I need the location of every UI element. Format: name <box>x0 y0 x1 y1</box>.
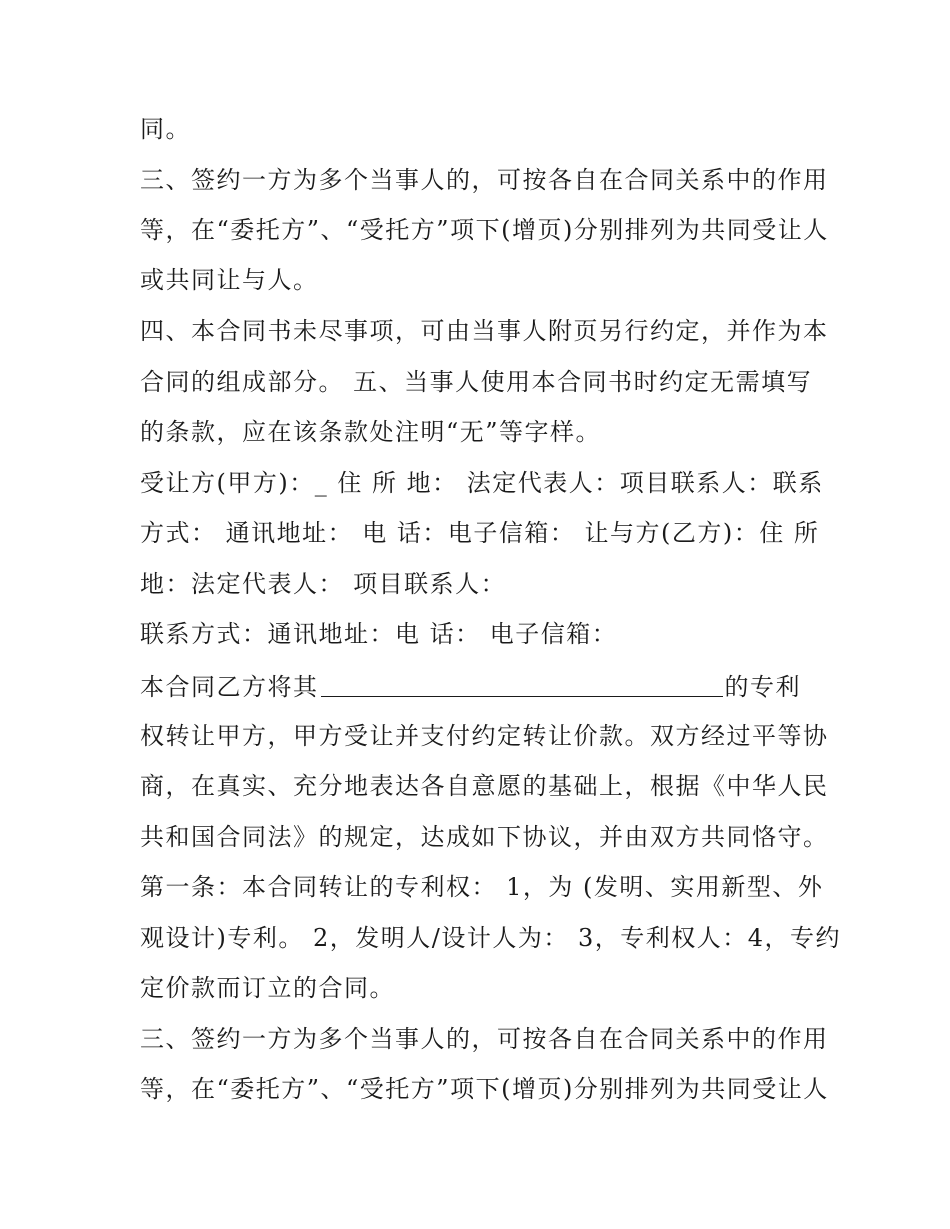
text-line: 四、本合同书未尽事项，可由当事人附页另行约定，并作为本 <box>140 317 829 345</box>
text-line: 权转让甲方，甲方受让并支付约定转让价款。双方经过平等协 <box>140 722 829 750</box>
text-line: 观设计)专利。 2，发明人/设计人为： 3，专利权人：4，专约 <box>140 924 842 952</box>
text-line: 第一条：本合同转让的专利权： 1，为 (发明、实用新型、外 <box>140 873 824 901</box>
text-line: 三、签约一方为多个当事人的，可按各自在合同关系中的作用 <box>140 166 829 194</box>
text-line: 等，在“委托方”、“受托方”项下(增页)分别排列为共同受让人 <box>140 216 829 244</box>
text-line: 合同的组成部分。 五、当事人使用本合同书时约定无需填写 <box>140 368 813 396</box>
text-line: 同。 <box>140 115 191 143</box>
text-line: 三、签约一方为多个当事人的，可按各自在合同关系中的作用 <box>140 1025 829 1053</box>
text-line: 地：法定代表人： 项目联系人： <box>140 570 507 598</box>
text-line: 的条款，应在该条款处注明“无”等字样。 <box>140 418 602 446</box>
text-line: 共和国合同法》的规定，达成如下协议，并由双方共同恪守。 <box>140 823 829 851</box>
fill-in-blank <box>321 672 723 697</box>
text-line: 等，在“委托方”、“受托方”项下(增页)分别排列为共同受让人 <box>140 1075 829 1103</box>
blank-line-prefix: 本合同乙方将其 <box>140 673 319 701</box>
text-line: 方式： 通讯地址： 电 话：电子信箱： 让与方(乙方)：住 所 <box>140 519 820 547</box>
text-line: 受让方(甲方)：_ 住 所 地： 法定代表人：项目联系人：联系 <box>140 469 824 497</box>
blank-line-suffix: 的专利 <box>724 673 801 701</box>
text-line: 联系方式：通讯地址：电 话： 电子信箱： <box>140 620 618 648</box>
blank-fill-line <box>140 671 801 703</box>
text-line: 商，在真实、充分地表达各自意愿的基础上，根据《中华人民 <box>140 772 829 800</box>
text-line: 定价款而订立的合同。 <box>140 974 395 1002</box>
text-line: 或共同让与人。 <box>140 266 319 294</box>
